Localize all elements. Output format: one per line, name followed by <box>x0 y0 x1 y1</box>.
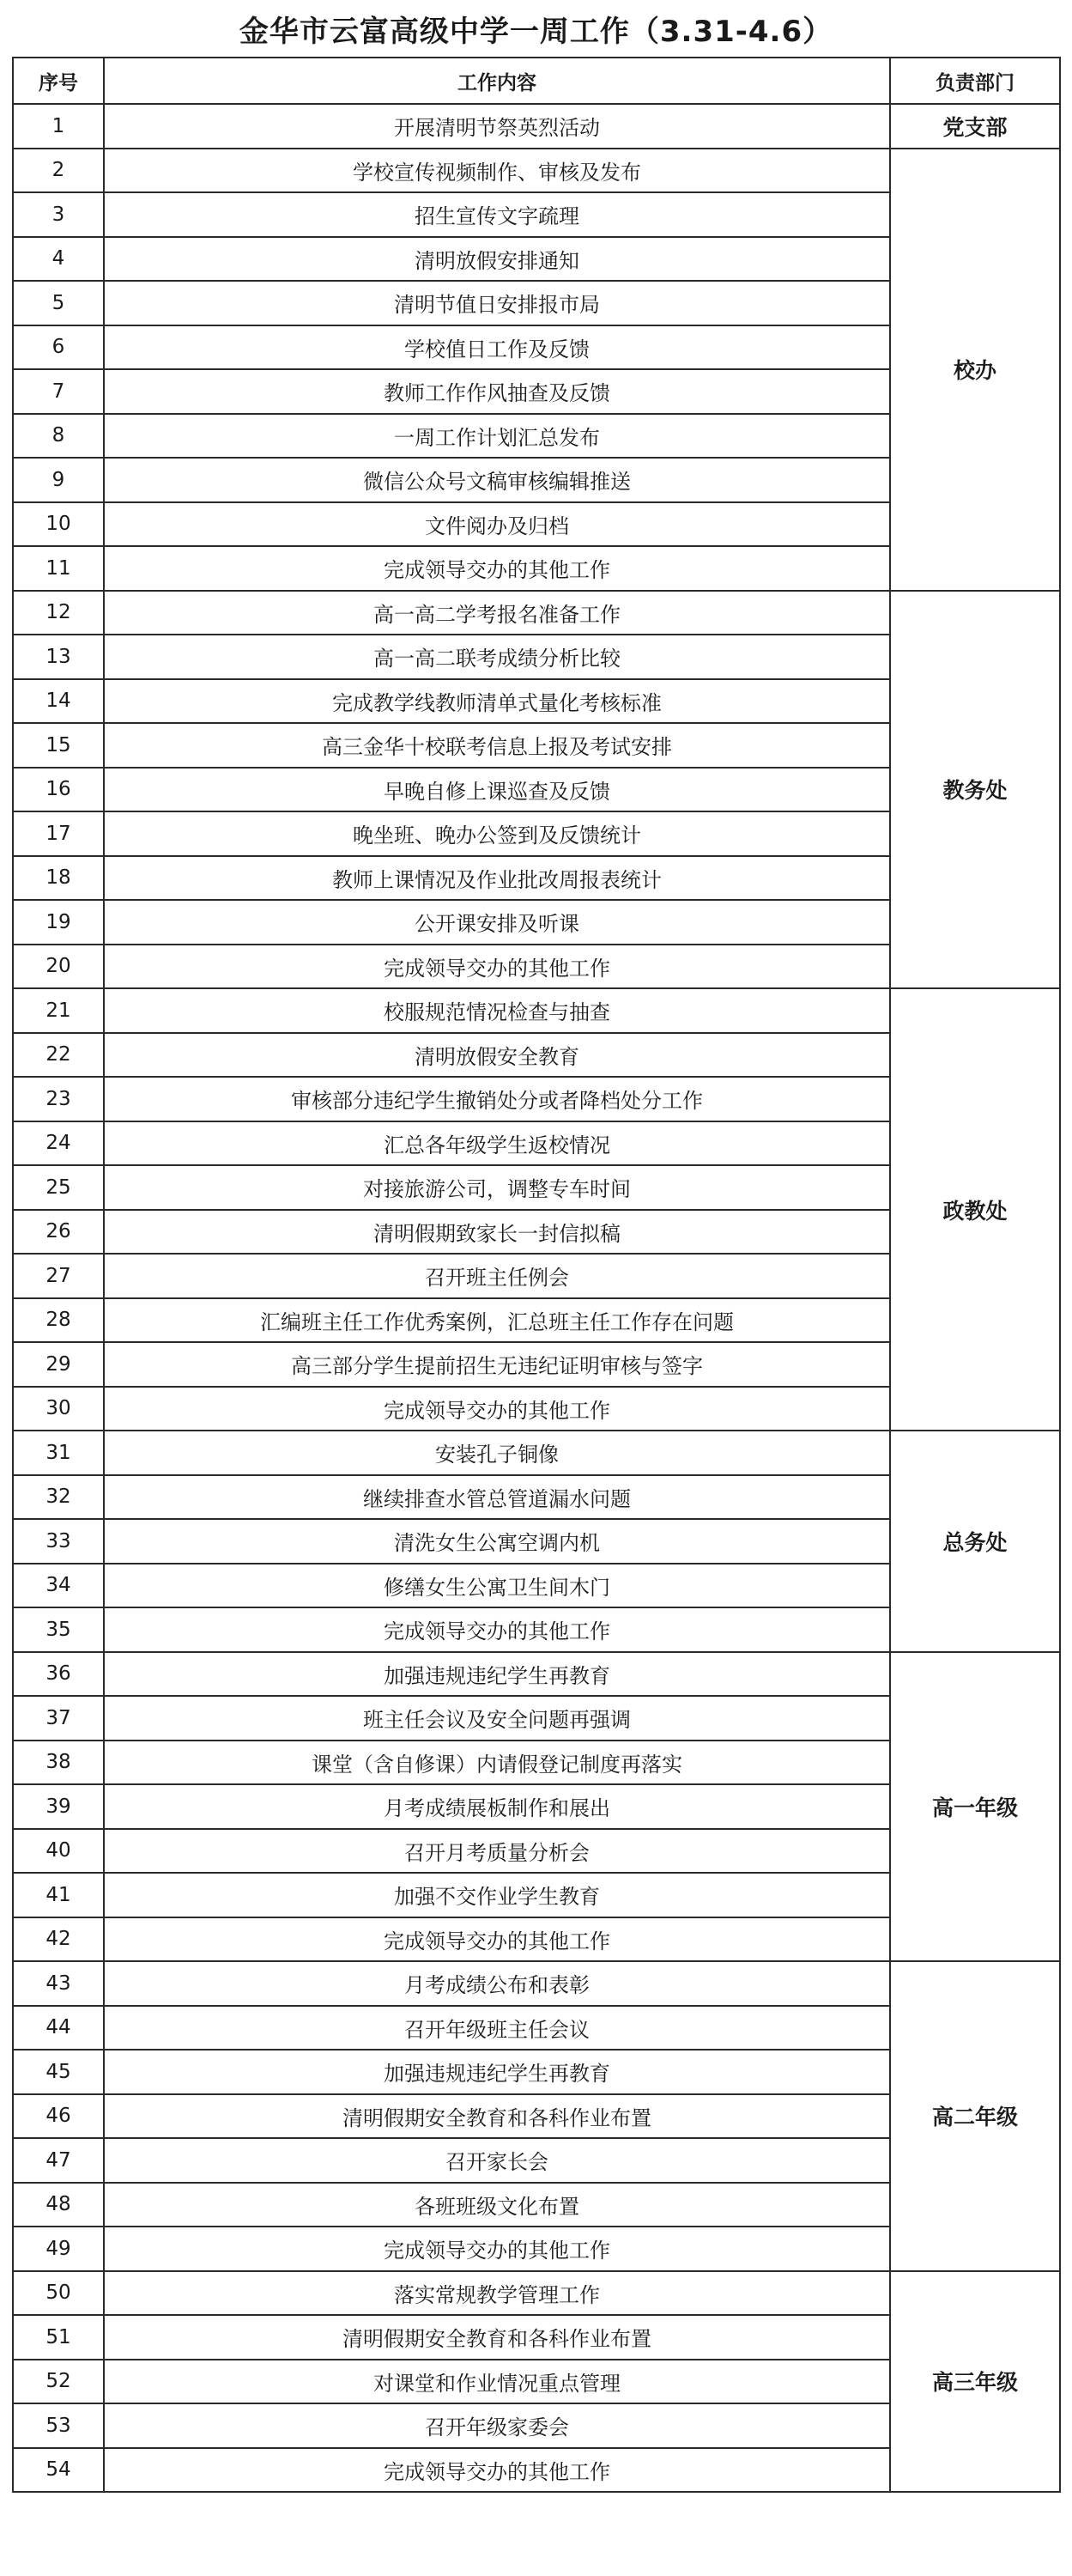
table-row <box>13 149 1060 193</box>
row-index: 14 <box>13 679 104 724</box>
row-index: 50 <box>13 2271 104 2316</box>
row-index: 15 <box>13 723 104 768</box>
row-index: 52 <box>13 2360 104 2404</box>
table-row <box>13 1961 1060 2006</box>
row-index: 36 <box>13 1652 104 1697</box>
row-task: 继续排查水管总管道漏水问题 <box>104 1475 890 1520</box>
row-task: 完成领导交办的其他工作 <box>104 2448 890 2493</box>
row-index: 10 <box>13 502 104 547</box>
row-index: 8 <box>13 414 104 459</box>
row-index: 28 <box>13 1298 104 1343</box>
row-index: 44 <box>13 2006 104 2050</box>
row-index: 54 <box>13 2448 104 2493</box>
row-index: 27 <box>13 1254 104 1298</box>
row-index: 51 <box>13 2315 104 2360</box>
row-index: 7 <box>13 369 104 414</box>
row-index: 1 <box>13 104 104 149</box>
row-task: 对课堂和作业情况重点管理 <box>104 2360 890 2404</box>
row-index: 20 <box>13 945 104 989</box>
row-task: 各班班级文化布置 <box>104 2183 890 2227</box>
row-task: 汇总各年级学生返校情况 <box>104 1121 890 1166</box>
row-index: 18 <box>13 856 104 901</box>
row-task: 完成领导交办的其他工作 <box>104 1607 890 1652</box>
row-index: 17 <box>13 811 104 856</box>
dept-cell: 党支部 <box>890 104 1060 149</box>
row-task: 月考成绩公布和表彰 <box>104 1961 890 2006</box>
table-row <box>13 1652 1060 1697</box>
row-task: 课堂（含自修课）内请假登记制度再落实 <box>104 1741 890 1785</box>
row-index: 33 <box>13 1519 104 1564</box>
row-task: 微信公众号文稿审核编辑推送 <box>104 458 890 502</box>
row-task: 月考成绩展板制作和展出 <box>104 1784 890 1829</box>
row-task: 加强不交作业学生教育 <box>104 1873 890 1917</box>
row-index: 22 <box>13 1033 104 1078</box>
row-task: 晚坐班、晚办公签到及反馈统计 <box>104 811 890 856</box>
row-index: 41 <box>13 1873 104 1917</box>
row-index: 21 <box>13 988 104 1033</box>
row-task: 召开班主任例会 <box>104 1254 890 1298</box>
row-task: 清明节值日安排报市局 <box>104 281 890 325</box>
dept-cell: 教务处 <box>890 591 1060 989</box>
row-task: 汇编班主任工作优秀案例，汇总班主任工作存在问题 <box>104 1298 890 1343</box>
row-index: 23 <box>13 1077 104 1121</box>
row-index: 37 <box>13 1696 104 1741</box>
row-index: 25 <box>13 1165 104 1210</box>
row-index: 53 <box>13 2403 104 2448</box>
row-task: 完成教学线教师清单式量化考核标准 <box>104 679 890 724</box>
row-task: 加强违规违纪学生再教育 <box>104 2050 890 2094</box>
row-task: 召开月考质量分析会 <box>104 1829 890 1874</box>
row-task: 清明放假安排通知 <box>104 237 890 282</box>
row-index: 30 <box>13 1387 104 1431</box>
row-task: 教师工作作风抽查及反馈 <box>104 369 890 414</box>
row-index: 5 <box>13 281 104 325</box>
row-task: 完成领导交办的其他工作 <box>104 1917 890 1962</box>
dept-cell: 政教处 <box>890 988 1060 1431</box>
row-index: 2 <box>13 149 104 193</box>
table-row <box>13 2271 1060 2316</box>
row-index: 42 <box>13 1917 104 1962</box>
table-row <box>13 104 1060 149</box>
row-task: 文件阅办及归档 <box>104 502 890 547</box>
row-task: 早晚自修上课巡查及反馈 <box>104 768 890 812</box>
row-index: 32 <box>13 1475 104 1520</box>
row-index: 26 <box>13 1210 104 1255</box>
row-task: 教师上课情况及作业批改周报表统计 <box>104 856 890 901</box>
row-task: 清明假期安全教育和各科作业布置 <box>104 2315 890 2360</box>
row-task: 高一高二联考成绩分析比较 <box>104 635 890 679</box>
row-index: 35 <box>13 1607 104 1652</box>
row-task: 完成领导交办的其他工作 <box>104 1387 890 1431</box>
row-index: 40 <box>13 1829 104 1874</box>
header-index: 序号 <box>13 58 104 104</box>
row-task: 清洗女生公寓空调内机 <box>104 1519 890 1564</box>
row-index: 47 <box>13 2138 104 2183</box>
row-index: 24 <box>13 1121 104 1166</box>
page-title: 金华市云富高级中学一周工作（3.31-4.6） <box>239 14 833 49</box>
row-task: 清明假期致家长一封信拟稿 <box>104 1210 890 1255</box>
row-index: 46 <box>13 2094 104 2139</box>
row-index: 34 <box>13 1564 104 1608</box>
row-index: 13 <box>13 635 104 679</box>
row-task: 召开年级班主任会议 <box>104 2006 890 2050</box>
row-index: 11 <box>13 546 104 591</box>
row-task: 学校值日工作及反馈 <box>104 325 890 370</box>
row-task: 学校宣传视频制作、审核及发布 <box>104 149 890 193</box>
header-content: 工作内容 <box>104 58 890 104</box>
dept-cell: 总务处 <box>890 1431 1060 1652</box>
row-index: 43 <box>13 1961 104 2006</box>
row-task: 清明放假安全教育 <box>104 1033 890 1078</box>
row-task: 修缮女生公寓卫生间木门 <box>104 1564 890 1608</box>
row-task: 班主任会议及安全问题再强调 <box>104 1696 890 1741</box>
row-task: 开展清明节祭英烈活动 <box>104 104 890 149</box>
row-task: 完成领导交办的其他工作 <box>104 945 890 989</box>
header-dept: 负责部门 <box>890 58 1060 104</box>
weekly-work-table <box>12 57 1061 2493</box>
row-task: 招生宣传文字疏理 <box>104 192 890 237</box>
row-index: 48 <box>13 2183 104 2227</box>
row-index: 9 <box>13 458 104 502</box>
table-row <box>13 988 1060 1033</box>
row-index: 39 <box>13 1784 104 1829</box>
row-index: 29 <box>13 1342 104 1387</box>
row-task: 召开年级家委会 <box>104 2403 890 2448</box>
row-task: 清明假期安全教育和各科作业布置 <box>104 2094 890 2139</box>
row-index: 6 <box>13 325 104 370</box>
row-task: 完成领导交办的其他工作 <box>104 2227 890 2271</box>
row-index: 16 <box>13 768 104 812</box>
table-body <box>13 104 1060 2492</box>
dept-cell: 高一年级 <box>890 1652 1060 1962</box>
row-task: 高三部分学生提前招生无违纪证明审核与签字 <box>104 1342 890 1387</box>
row-index: 38 <box>13 1741 104 1785</box>
row-index: 45 <box>13 2050 104 2094</box>
dept-cell: 高三年级 <box>890 2271 1060 2493</box>
table-row <box>13 591 1060 635</box>
row-task: 校服规范情况检查与抽查 <box>104 988 890 1033</box>
table-row <box>13 1431 1060 1475</box>
row-task: 审核部分违纪学生撤销处分或者降档处分工作 <box>104 1077 890 1121</box>
row-index: 12 <box>13 591 104 635</box>
table-header-row <box>13 58 1060 104</box>
row-index: 31 <box>13 1431 104 1475</box>
row-index: 19 <box>13 900 104 945</box>
dept-cell: 高二年级 <box>890 1961 1060 2271</box>
row-index: 49 <box>13 2227 104 2271</box>
row-task: 对接旅游公司，调整专车时间 <box>104 1165 890 1210</box>
row-task: 高三金华十校联考信息上报及考试安排 <box>104 723 890 768</box>
dept-cell: 校办 <box>890 149 1060 591</box>
row-index: 3 <box>13 192 104 237</box>
row-task: 高一高二学考报名准备工作 <box>104 591 890 635</box>
row-task: 公开课安排及听课 <box>104 900 890 945</box>
row-task: 落实常规教学管理工作 <box>104 2271 890 2316</box>
row-task: 加强违规违纪学生再教育 <box>104 1652 890 1697</box>
row-task: 完成领导交办的其他工作 <box>104 546 890 591</box>
row-index: 4 <box>13 237 104 282</box>
row-task: 安装孔子铜像 <box>104 1431 890 1475</box>
row-task: 一周工作计划汇总发布 <box>104 414 890 459</box>
row-task: 召开家长会 <box>104 2138 890 2183</box>
